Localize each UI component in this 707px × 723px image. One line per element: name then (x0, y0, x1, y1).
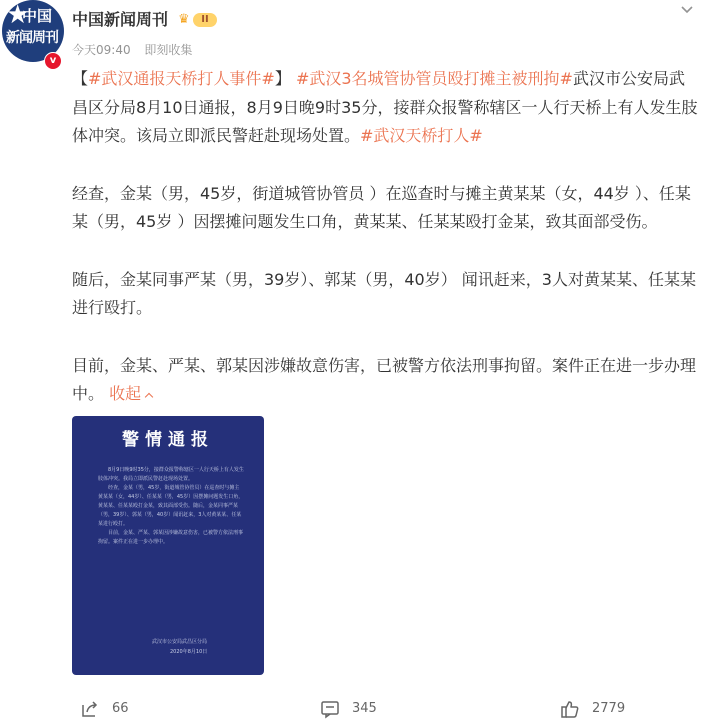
verified-badge-icon: v (44, 52, 62, 70)
post-body (72, 65, 698, 409)
comment-count: 345 (352, 701, 377, 716)
post-meta (72, 42, 202, 58)
post-time[interactable]: 今天09:40 (72, 43, 131, 57)
notice-paragraph: 经查，金某（男，45岁，街道城管协管员）在巡查时与摊主黄某某（女，44岁）、任某某（男，45岁）因摆摊问题发生口角，黄某某、任某某殴打金某，致其面部受伤。随后，金某同事严某（男，39岁）、郭某（男，40岁）闻讯赶来，3人对黄某某、任某某进行殴打。 (98, 485, 244, 527)
avatar-text-line2: 新闻周刊 (6, 30, 58, 46)
star-icon: ★ (6, 0, 30, 30)
post-text: 目前，金某、严某、郭某因涉嫌故意伤害，已被警方依法刑事拘留。案件正在进一步办理中。 (72, 355, 697, 403)
notice-paragraph: 目前，金某、严某、郭某因涉嫌故意伤害，已被警方依法刑事拘留。案件正在进一步办理中。 (98, 530, 244, 545)
share-icon (80, 699, 100, 719)
post-text: 武汉市公安局武昌区分局8月10日通报，8月9日晚9时35分，接群众报警称辖区一人行天桥上有人发生肢体冲突。该局立即派民警赶赴现场处置。 (72, 69, 698, 145)
police-notice-image[interactable] (72, 416, 264, 675)
post-paragraph-2: 经查，金某（男，45岁，街道城管协管员 ）在巡查时与摊主黄某某（女，44岁 ）、任某某（男，45岁 ）因摆摊问题发生口角，黄某某、任某某殴打金某，致其面部受伤。 (72, 183, 691, 231)
share-button[interactable] (80, 699, 150, 719)
hashtag-link[interactable]: #武汉天桥打人# (360, 126, 483, 145)
comment-button[interactable] (320, 699, 390, 719)
like-count: 2779 (592, 701, 626, 716)
notice-org: 武汉市公安局武昌区分局 (152, 639, 208, 645)
chevron-up-icon (145, 393, 153, 401)
post-paragraph-4 (72, 352, 698, 409)
post-actions-bar (0, 695, 707, 723)
author-name[interactable]: 中国新闻周刊 (72, 10, 169, 29)
notice-date: 2020年8月10日 (170, 649, 208, 655)
bracket-close: 】 (274, 69, 291, 88)
comment-icon (320, 699, 340, 719)
notice-paragraph: 8月9日晚9时35分，接群众报警称辖区一人行天桥上有人发生肢体冲突。我局立即派民警赶赴现场处置。 (98, 467, 244, 482)
avatar-text-line1: 中国 (22, 7, 53, 25)
level-badge: II (193, 13, 217, 27)
hashtag-link[interactable]: #武汉3名城管协管员殴打摊主被刑拘# (295, 69, 573, 88)
hashtag-link[interactable]: #武汉通报天桥打人事件# (88, 69, 275, 88)
bracket-open: 【 (72, 69, 89, 88)
collapse-label: 收起 (109, 384, 142, 403)
crown-icon: ♛ (178, 12, 190, 27)
notice-title: 警情通报 (122, 430, 214, 450)
post-paragraph-1 (72, 65, 698, 151)
collapse-button[interactable] (104, 384, 152, 403)
notice-body (98, 466, 244, 547)
like-button[interactable] (560, 699, 640, 719)
share-count: 66 (112, 701, 129, 716)
more-options-chevron-down-icon[interactable] (678, 0, 696, 23)
post-paragraph-3: 随后，金某同事严某（男，39岁）、郭某（男，40岁） 闻讯赶来，3人对黄某某、任某某进行殴打。 (72, 269, 696, 317)
post-source-action[interactable]: 即刻收集 (144, 43, 193, 57)
thumbs-up-icon (560, 699, 580, 719)
